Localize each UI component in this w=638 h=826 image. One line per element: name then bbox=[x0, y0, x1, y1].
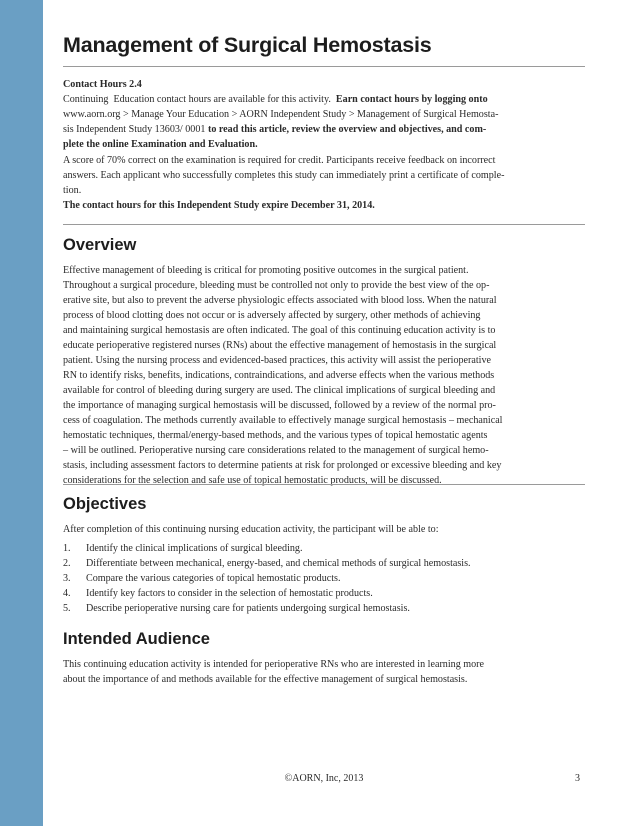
score-line: tion. bbox=[63, 185, 82, 196]
contact-line-1-text: Continuing Education contact hours are available for this activity. bbox=[63, 94, 336, 105]
expiry-notice bbox=[63, 198, 585, 213]
list-item bbox=[63, 571, 585, 586]
contact-hours-label: Contact Hours 2.4 bbox=[63, 79, 142, 90]
audience-heading: Intended Audience bbox=[63, 630, 210, 648]
list-item-text: Describe perioperative nursing care for patients undergoing surgical hemostasis. bbox=[86, 603, 410, 614]
list-item-text: Identify key factors to consider in the selection of hemostatic products. bbox=[86, 588, 373, 599]
overview-line: the importance of managing surgical hemostasis will be discussed, followed by a review of the normal pro- bbox=[63, 400, 496, 411]
list-item bbox=[63, 586, 585, 601]
list-item-number: 1. bbox=[63, 543, 71, 554]
score-line: answers. Each applicant who successfully completes this study can immediately print a certificate of comple- bbox=[63, 170, 505, 181]
list-item bbox=[63, 541, 585, 556]
contact-line-2: www.aorn.org > Manage Your Education > AORN Independent Study > Management of Surgical Hemosta- bbox=[63, 109, 499, 120]
list-item-number: 5. bbox=[63, 603, 71, 614]
objectives-intro-text: After completion of this continuing nursing education activity, the participant will be able to: bbox=[63, 524, 439, 535]
overview-line: – will be outlined. Perioperative nursing care considerations related to the management of surgical hemo- bbox=[63, 445, 489, 456]
contact-line-1 bbox=[63, 92, 585, 107]
list-item-number: 4. bbox=[63, 588, 71, 599]
contact-line-3-bold: to read this article, review the overview and objectives, and com- bbox=[207, 124, 487, 135]
overview-heading: Overview bbox=[63, 236, 137, 254]
overview-line: educate perioperative registered nurses (RNs) about the effective management of hemostasis in the surgical bbox=[63, 340, 497, 351]
audience-line: about the importance of and methods available for the effective management of surgical hemostasis. bbox=[63, 674, 468, 685]
footer-copyright: ©AORN, Inc, 2013 bbox=[284, 773, 364, 784]
score-line: A score of 70% correct on the examination is required for credit. Participants receive feedback on incorrect bbox=[63, 155, 496, 166]
page-number: 3 bbox=[575, 773, 580, 784]
overview-line: cess of coagulation. The methods currently available to effectively manage surgical hemostasis – mechanical bbox=[63, 415, 503, 426]
audience-line: This continuing education activity is intended for perioperative RNs who are interested in learning more bbox=[63, 659, 485, 670]
audience-paragraph bbox=[63, 657, 585, 687]
list-item bbox=[63, 556, 585, 571]
list-item bbox=[63, 601, 585, 616]
page-title: Management of Surgical Hemostasis bbox=[63, 33, 432, 57]
objectives-list bbox=[63, 541, 585, 616]
contact-line-3 bbox=[63, 122, 585, 137]
overview-paragraph bbox=[63, 263, 585, 488]
overview-line: hemostatic techniques, thermal/energy-based methods, and the various types of topical hemostatic agents bbox=[63, 430, 488, 441]
contact-line-1-bold: Earn contact hours by logging onto bbox=[335, 94, 488, 105]
overview-line: erative site, but also to prevent the adverse physiologic effects associated with blood loss. When the natural bbox=[63, 295, 497, 306]
overview-line: RN to identify risks, benefits, indications, contraindications, and adverse effects when the various methods bbox=[63, 370, 495, 381]
score-paragraph bbox=[63, 153, 585, 198]
overview-line: and maintaining surgical hemostasis are often indicated. The goal of this continuing education activity is to bbox=[63, 325, 496, 336]
left-color-bar bbox=[0, 0, 43, 826]
overview-line: process of blood clotting does not occur or is adversely affected by surgery, other methods of achieving bbox=[63, 310, 481, 321]
overview-line: patient. Using the nursing process and evidenced-based practices, this activity will assist the perioperative bbox=[63, 355, 492, 366]
section-divider bbox=[63, 224, 585, 225]
list-item-number: 3. bbox=[63, 573, 71, 584]
overview-line: Effective management of bleeding is critical for promoting positive outcomes in the surgical patient. bbox=[63, 265, 469, 276]
contact-line-4: plete the online Examination and Evaluation. bbox=[63, 139, 258, 150]
objectives-intro bbox=[63, 522, 585, 537]
contact-hours-block bbox=[63, 77, 585, 152]
list-item-number: 2. bbox=[63, 558, 71, 569]
objectives-heading: Objectives bbox=[63, 495, 147, 513]
objectives-list-block bbox=[63, 541, 585, 616]
contact-line-3-text: sis Independent Study 13603/ 0001 bbox=[63, 124, 208, 135]
overview-line: available for control of bleeding during surgery are used. The clinical implications of surgical bleeding and bbox=[63, 385, 496, 396]
list-item-text: Identify the clinical implications of surgical bleeding. bbox=[86, 543, 303, 554]
list-item-text: Differentiate between mechanical, energy-based, and chemical methods of surgical hemostasis. bbox=[86, 558, 471, 569]
expiry-text: The contact hours for this Independent Study expire December 31, 2014. bbox=[63, 200, 375, 211]
overview-line: considerations for the selection and safe use of topical hemostatic products, will be discussed. bbox=[63, 475, 442, 486]
list-item-text: Compare the various categories of topical hemostatic products. bbox=[86, 573, 341, 584]
overview-line: Throughout a surgical procedure, bleeding must be controlled not only to provide the best view of the op- bbox=[63, 280, 490, 291]
overview-line: stasis, including assessment factors to determine patients at risk for prolonged or excessive bleeding and key bbox=[63, 460, 502, 471]
document-page bbox=[63, 0, 588, 826]
section-divider bbox=[63, 484, 585, 485]
title-divider bbox=[63, 66, 585, 67]
